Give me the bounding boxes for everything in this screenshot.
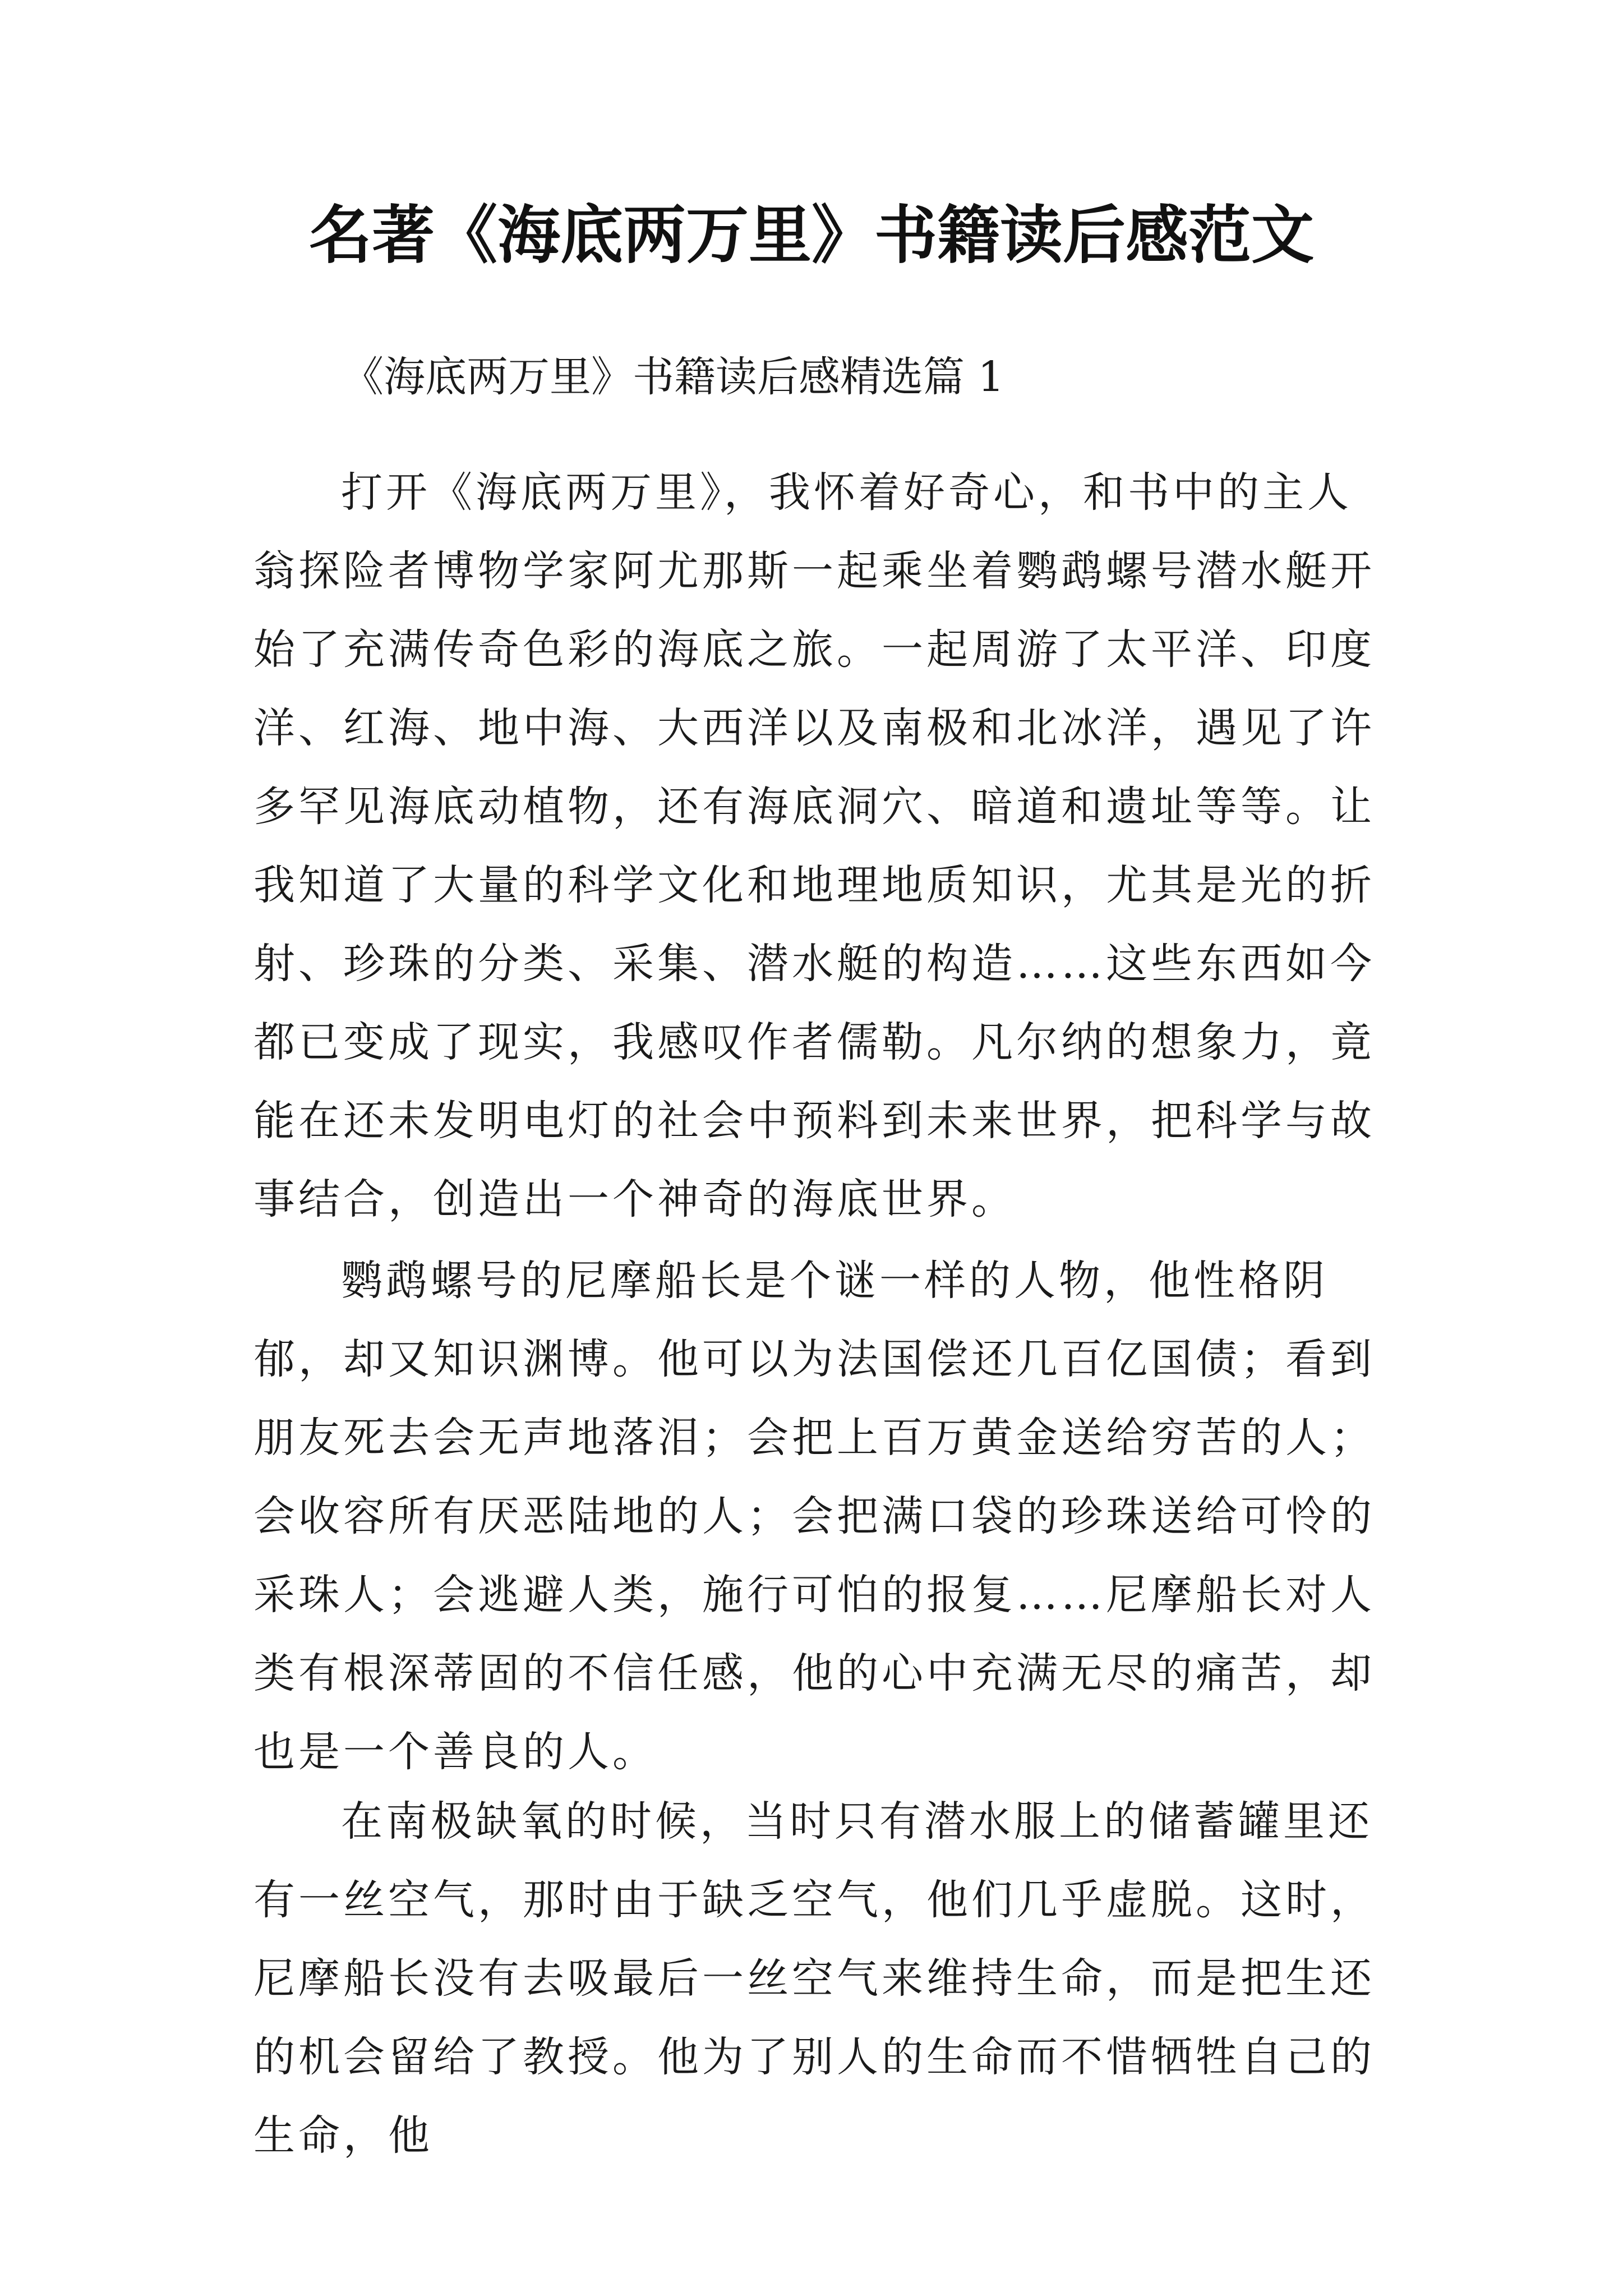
paragraph-3: 在南极缺氧的时候，当时只有潜水服上的储蓄罐里还有一丝空气，那时由于缺乏空气，他们几乎虚脱。这时，尼摩船长没有去吸最后一丝空气来维持生命，而是把生还的机会留给了教授。他为了别人的生命而不惜牺牲自己的生命，他 [253,1797,1375,2160]
section-heading: 《海底两万里》书籍读后感精选篇 1 [342,353,1004,401]
document-title: 名著《海底两万里》书籍读后感范文 [309,199,1314,272]
paragraph-2: 鹦鹉螺号的尼摩船长是个谜一样的人物，他性格阴郁，却又知识渊博。他可以为法国偿还几百亿国债；看到朋友死去会无声地落泪；会把上百万黄金送给穷苦的人；会收容所有厌恶陆地的人；会把满口袋的珍珠送给可怜的采珠人；会逃避人类，施行可怕的报复……尼摩船长对人类有根深蒂固的不信任感，他的心中充满无尽的痛苦，却也是一个善良的人。 [253,1257,1375,1776]
paragraph-1: 打开《海底两万里》，我怀着好奇心，和书中的主人翁探险者博物学家阿尤那斯一起乘坐着鹦鹉螺号潜水艇开始了充满传奇色彩的海底之旅。一起周游了太平洋、印度洋、红海、地中海、大西洋以及南极和北冰洋，遇见了许多罕见海底动植物，还有海底洞穴、暗道和遗址等等。让我知道了大量的科学文化和地理地质知识，尤其是光的折射、珍珠的分类、采集、潜水艇的构造……这些东西如今都已变成了现实，我感叹作者儒勒。凡尔纳的想象力，竟能在还未发明电灯的社会中预料到未来世界，把科学与故事结合，创造出一个神奇的海底世界。 [253,468,1375,1223]
